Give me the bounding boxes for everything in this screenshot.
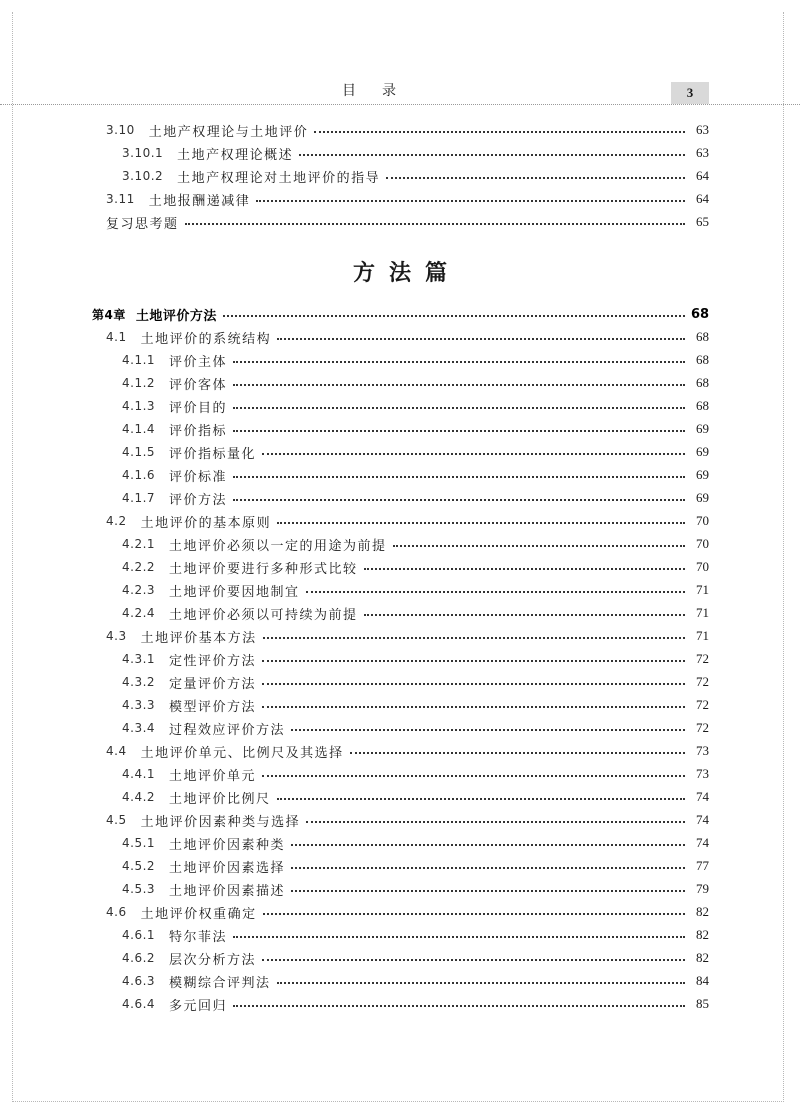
dot-leader <box>262 683 685 685</box>
toc-entry[interactable] <box>122 924 709 946</box>
dot-leader <box>291 844 685 846</box>
toc-entry-number: 4.1.6 <box>122 468 156 482</box>
dot-leader <box>263 913 685 915</box>
toc-entry-title: 评价目的 <box>169 400 228 416</box>
toc-entry-number: 4.3.2 <box>122 675 156 689</box>
dot-leader <box>350 752 685 754</box>
toc-entry-page: 84 <box>696 973 709 988</box>
toc-entry[interactable] <box>122 349 709 371</box>
toc-entry-page: 73 <box>696 743 709 758</box>
toc-entry-title: 土地报酬递减律 <box>148 193 251 209</box>
dot-leader <box>262 775 685 777</box>
toc-entry-page: 73 <box>696 766 709 781</box>
toc-entry-number: 4.4.1 <box>122 767 156 781</box>
toc-entry-number: 4.6 <box>106 905 127 919</box>
toc-entry-title: 土地评价单元、比例尺及其选择 <box>140 745 344 761</box>
toc-entry[interactable] <box>122 648 709 670</box>
toc-entry-number: 4.5 <box>106 813 127 827</box>
toc-entry-title: 过程效应评价方法 <box>169 722 286 738</box>
toc-entry-page: 68 <box>696 375 709 390</box>
dot-leader <box>393 545 685 547</box>
toc-entry-page: 68 <box>691 306 710 322</box>
dot-leader <box>306 821 685 823</box>
dot-leader <box>262 959 685 961</box>
toc-entry-title: 土地评价要进行多种形式比较 <box>169 561 358 577</box>
toc-entry-number: 4.5.3 <box>122 882 156 896</box>
toc-entry-number: 4.1.7 <box>122 491 156 505</box>
toc-entry-page: 64 <box>696 168 709 183</box>
toc-entry-number: 3.10 <box>106 123 135 137</box>
toc-entry-number: 4.1 <box>106 330 127 344</box>
toc-entry-title: 评价方法 <box>169 492 228 508</box>
toc-entry-title: 评价标准 <box>169 469 228 485</box>
toc-entry-page: 74 <box>696 812 709 827</box>
toc-entry-title: 土地评价必须以一定的用途为前提 <box>169 538 387 554</box>
dot-leader <box>277 798 685 800</box>
toc-entry-number: 4.3 <box>106 629 127 643</box>
dot-leader <box>299 154 685 156</box>
dot-leader <box>364 614 685 616</box>
toc-entry-page: 69 <box>696 490 709 505</box>
toc-entry-title: 评价指标量化 <box>169 446 257 462</box>
toc-entry-page: 69 <box>696 444 709 459</box>
toc-entry-title: 土地评价因素选择 <box>169 860 286 876</box>
toc-entry-title: 土地评价权重确定 <box>140 906 257 922</box>
dot-leader <box>263 637 685 639</box>
toc-entry-page: 70 <box>696 536 709 551</box>
toc-entry-number: 4.2 <box>106 514 127 528</box>
toc-entry[interactable] <box>122 418 709 440</box>
toc-entry[interactable] <box>122 832 709 854</box>
toc-entry-number: 3.10.2 <box>122 169 164 183</box>
toc-entry-title: 土地产权理论对土地评价的指导 <box>177 170 381 186</box>
toc-entry[interactable] <box>122 533 709 555</box>
dot-leader <box>223 315 685 317</box>
toc-entry-title: 土地评价的基本原则 <box>140 515 272 531</box>
toc-entry-page: 69 <box>696 467 709 482</box>
dot-leader <box>314 131 685 133</box>
toc-entry-title: 土地评价因素描述 <box>169 883 286 899</box>
toc-entry-number: 4.3.4 <box>122 721 156 735</box>
dot-leader <box>233 936 685 938</box>
toc-entry-number: 4.4 <box>106 744 127 758</box>
toc-entry-title: 评价指标 <box>169 423 228 439</box>
dot-leader <box>233 476 685 478</box>
toc-entry-number: 4.1.1 <box>122 353 156 367</box>
toc-entry[interactable] <box>122 970 709 992</box>
toc-entry-page: 82 <box>696 904 709 919</box>
toc-entry-title: 多元回归 <box>169 998 228 1014</box>
toc-entry-number: 4.3.3 <box>122 698 156 712</box>
toc-entry-page: 68 <box>696 329 709 344</box>
toc-entry-number: 4.6.1 <box>122 928 156 942</box>
toc-entry-page: 68 <box>696 352 709 367</box>
dot-leader <box>262 660 685 662</box>
toc-entry-number: 3.10.1 <box>122 146 164 160</box>
toc-entry-number: 4.2.1 <box>122 537 156 551</box>
toc-entry-page: 71 <box>696 628 709 643</box>
toc-entry[interactable] <box>122 487 709 509</box>
toc-entry-number: 4.4.2 <box>122 790 156 804</box>
dot-leader <box>233 1005 685 1007</box>
toc-entry-number: 4.6.3 <box>122 974 156 988</box>
toc-entry[interactable] <box>122 372 709 394</box>
dot-leader <box>233 384 685 386</box>
toc-entry[interactable] <box>122 441 709 463</box>
toc-entry[interactable] <box>106 740 709 762</box>
toc-entry-number: 4.1.5 <box>122 445 156 459</box>
toc-entry-title: 土地评价单元 <box>169 768 257 784</box>
toc-entry[interactable] <box>122 142 709 164</box>
toc-entry[interactable] <box>106 326 709 348</box>
toc-entry[interactable] <box>122 556 709 578</box>
toc-entry-page: 74 <box>696 835 709 850</box>
toc-entry-title: 评价主体 <box>169 354 228 370</box>
dot-leader <box>262 706 685 708</box>
dot-leader <box>233 430 685 432</box>
toc-entry-number: 4.6.4 <box>122 997 156 1011</box>
dot-leader <box>185 223 685 225</box>
toc-entry-title: 土地评价方法 <box>135 308 217 324</box>
toc-entry-number: 4.6.2 <box>122 951 156 965</box>
toc-entry[interactable] <box>122 855 709 877</box>
toc-entry-page: 72 <box>696 674 709 689</box>
toc-chapter-entry[interactable] <box>92 303 709 325</box>
toc-entry[interactable] <box>122 395 709 417</box>
toc-entry-number: 4.5.2 <box>122 859 156 873</box>
toc-entry-title: 特尔菲法 <box>169 929 228 945</box>
toc-entry-page: 64 <box>696 191 709 206</box>
toc-entry-number: 4.2.2 <box>122 560 156 574</box>
toc-entry-number: 3.11 <box>106 192 135 206</box>
toc-entry-number: 4.1.3 <box>122 399 156 413</box>
toc-entry-page: 68 <box>696 398 709 413</box>
toc-entry[interactable] <box>122 464 709 486</box>
toc-entry[interactable] <box>122 786 709 808</box>
toc-entry-title: 土地评价的系统结构 <box>140 331 272 347</box>
toc-entry-title: 定量评价方法 <box>169 676 257 692</box>
toc-entry-number: 4.3.1 <box>122 652 156 666</box>
toc-entry[interactable] <box>106 119 709 141</box>
toc-entry-number: 4.5.1 <box>122 836 156 850</box>
toc-entry-page: 70 <box>696 513 709 528</box>
toc-entry-title: 土地评价要因地制宜 <box>169 584 300 600</box>
toc-entry-page: 65 <box>696 214 709 229</box>
toc-entry-number: 4.1.2 <box>122 376 156 390</box>
toc-entry-page: 63 <box>696 145 709 160</box>
toc-entry-page: 74 <box>696 789 709 804</box>
dot-leader <box>306 591 685 593</box>
toc-entry-title: 模型评价方法 <box>169 699 257 715</box>
toc-entry-page: 77 <box>696 858 709 873</box>
toc-entry-number: 第4章 <box>92 307 126 322</box>
toc-entry-page: 82 <box>696 927 709 942</box>
toc-entry-title: 土地产权理论与土地评价 <box>148 124 309 140</box>
dot-leader <box>233 361 685 363</box>
toc-entry-title: 复习思考题 <box>106 216 179 232</box>
toc-entry-title: 土地评价必须以可持续为前提 <box>169 607 358 623</box>
toc-entry-title: 土地评价基本方法 <box>140 630 257 646</box>
toc-entry-title: 土地评价因素种类与选择 <box>140 814 301 830</box>
toc-entry[interactable] <box>106 510 709 532</box>
dot-leader <box>386 177 685 179</box>
toc-entry-page: 72 <box>696 651 709 666</box>
toc-entry-title: 土地评价因素种类 <box>169 837 286 853</box>
dot-leader <box>291 729 685 731</box>
header-divider <box>0 104 800 105</box>
toc-entry-number: 4.1.4 <box>122 422 156 436</box>
toc-entry[interactable] <box>122 671 709 693</box>
dot-leader <box>277 982 685 984</box>
toc-entry[interactable] <box>122 694 709 716</box>
page-number-badge: 3 <box>671 82 709 104</box>
toc-entry-page: 82 <box>696 950 709 965</box>
toc-entry[interactable] <box>122 763 709 785</box>
toc-entry-page: 69 <box>696 421 709 436</box>
toc-entry-page: 85 <box>696 996 709 1011</box>
toc-entry[interactable] <box>106 211 709 233</box>
toc-entry[interactable] <box>106 809 709 831</box>
running-header-title: 目录 <box>342 83 422 99</box>
dot-leader <box>291 867 685 869</box>
toc-entry-number: 4.2.3 <box>122 583 156 597</box>
dot-leader <box>291 890 685 892</box>
dot-leader <box>277 522 685 524</box>
dot-leader <box>262 453 685 455</box>
dot-leader <box>256 200 685 202</box>
toc-entry-page: 70 <box>696 559 709 574</box>
toc-entry-page: 72 <box>696 720 709 735</box>
toc-entry[interactable] <box>106 625 709 647</box>
toc-entry-title: 评价客体 <box>169 377 228 393</box>
toc-entry[interactable] <box>122 878 709 900</box>
toc-entry[interactable] <box>122 947 709 969</box>
toc-entry[interactable] <box>122 165 709 187</box>
toc-entry-page: 71 <box>696 582 709 597</box>
toc-entry[interactable] <box>122 993 709 1015</box>
toc-entry-page: 71 <box>696 605 709 620</box>
toc-entry-number: 4.2.4 <box>122 606 156 620</box>
toc-entry-page: 79 <box>696 881 709 896</box>
toc-entry[interactable] <box>122 602 709 624</box>
toc-entry-title: 土地产权理论概述 <box>177 147 294 163</box>
toc-entry-page: 63 <box>696 122 709 137</box>
dot-leader <box>233 407 685 409</box>
toc-entry-title: 土地评价比例尺 <box>169 791 271 807</box>
toc-entry-title: 模糊综合评判法 <box>169 975 271 991</box>
toc-entry[interactable] <box>106 188 709 210</box>
toc-entry-title: 层次分析方法 <box>169 952 257 968</box>
toc-entry[interactable] <box>122 717 709 739</box>
toc-entry-page: 72 <box>696 697 709 712</box>
section-title: 方法篇 <box>352 260 461 286</box>
toc-entry[interactable] <box>122 579 709 601</box>
dot-leader <box>277 338 685 340</box>
toc-entry-title: 定性评价方法 <box>169 653 257 669</box>
dot-leader <box>364 568 685 570</box>
dot-leader <box>233 499 685 501</box>
toc-entry[interactable] <box>106 901 709 923</box>
